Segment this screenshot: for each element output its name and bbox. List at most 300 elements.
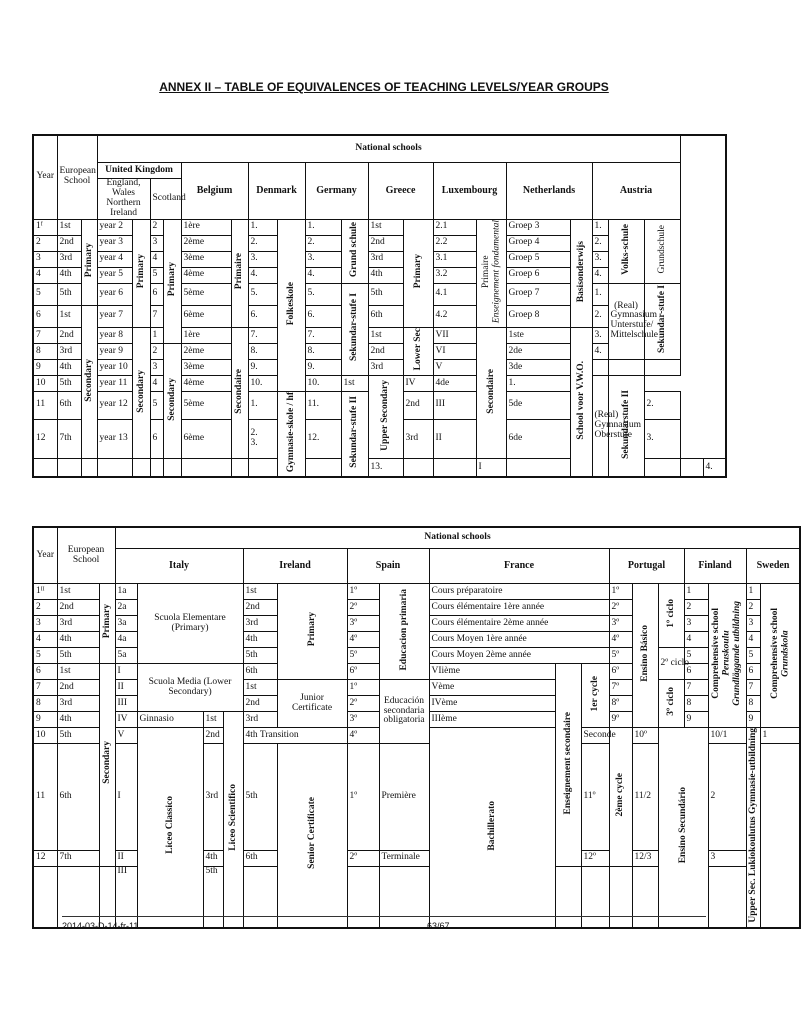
- uk-header: United Kingdom: [97, 163, 181, 179]
- fr-cell: Cours préparatoire: [429, 584, 609, 600]
- eu-cell: 1st: [57, 219, 81, 235]
- de-cell: 13.: [368, 459, 403, 478]
- at-gymnasium-oberstufe: (Real) Gymnasium Oberstufe: [592, 376, 608, 478]
- dk-cell: 4.: [248, 267, 277, 283]
- eu-cell: 5th: [57, 728, 99, 744]
- pt-cell: 2º: [609, 600, 632, 616]
- fi-cell: 6: [684, 664, 708, 680]
- es-cell: 2º: [347, 600, 379, 616]
- eu-cell: 6th: [57, 392, 81, 420]
- blank-cell: [57, 459, 81, 478]
- fi-comprehensive-label: Comprehensive school Peruskoulu Grundläggande utbildning: [708, 584, 746, 728]
- at-cell: 3.: [644, 419, 680, 458]
- pt-secundario-label: Ensino Secundário: [658, 728, 708, 928]
- equivalence-table-2: [32, 526, 801, 929]
- gr-lowersec-label: Lower Sec: [403, 328, 433, 376]
- netherlands-header: Netherlands: [506, 163, 592, 220]
- year-cell: 8: [33, 344, 57, 360]
- blank-cell: [506, 459, 570, 478]
- it-cell: V: [115, 728, 137, 744]
- nl-cell: 4de: [433, 376, 476, 392]
- fi-cell: 3: [684, 616, 708, 632]
- eu-primary-label: Primary: [81, 219, 97, 305]
- gr-cell: 4th: [368, 267, 403, 283]
- fr-cell: IVème: [429, 696, 555, 712]
- eu-cell: 2nd: [57, 680, 99, 696]
- be-cell: 3ème: [181, 360, 231, 376]
- be-cell: 5ème: [181, 283, 231, 305]
- blank-cell: [97, 459, 132, 478]
- es-cell: 2º: [347, 850, 379, 866]
- blank-cell: [680, 459, 703, 478]
- spain-header: Spain: [347, 549, 429, 584]
- dk-cell: 2. 3.: [248, 419, 277, 458]
- year-cell: 1ᶠ: [33, 219, 57, 235]
- se-cell: 2: [708, 744, 746, 851]
- nl-vwo-label: School voor V.W.O.: [570, 328, 592, 478]
- uk-sc-cell: 6: [150, 283, 163, 305]
- gr-cell: 6th: [368, 305, 403, 327]
- uk-ew-cell: year 3: [97, 235, 132, 251]
- national-schools-header: National schools: [115, 527, 800, 549]
- fr-cell: Cours élémentaire 1ère année: [429, 600, 609, 616]
- pt-cell: 3º: [609, 616, 632, 632]
- equivalence-table-1: [32, 134, 727, 478]
- at-cell: 2.: [644, 392, 680, 420]
- es-cell: 4º: [347, 632, 379, 648]
- at-cell: 3.: [592, 251, 608, 267]
- fr-cell: IIIème: [429, 712, 555, 728]
- italy-header: Italy: [115, 549, 243, 584]
- eu-cell: 4th: [57, 632, 99, 648]
- dk-cell: 7.: [248, 328, 277, 344]
- pt-cell: 5º: [609, 648, 632, 664]
- blank-cell: [243, 866, 277, 928]
- eu-cell: 7th: [57, 850, 99, 866]
- year-cell: 8: [33, 696, 57, 712]
- uk-sc-cell: 7: [150, 305, 163, 327]
- fr-cell: Cours Moyen 2ème année: [429, 648, 609, 664]
- at-sek2-label: Sekundarstufe II: [608, 376, 644, 478]
- lu-cell: 3.2: [433, 267, 476, 283]
- lu-cell: IV: [403, 376, 433, 392]
- uk-sc-cell: 4: [150, 251, 163, 267]
- at-cell: 4.: [703, 459, 726, 478]
- it-cell: 2a: [115, 600, 137, 616]
- fr-2eme-cycle-label: 2ème cycle: [609, 728, 632, 867]
- es-edu-secundaria: Educación secondaria obligatoria: [379, 680, 429, 744]
- de-cell: 6.: [305, 305, 341, 327]
- it-cell: 3a: [115, 616, 137, 632]
- blank-cell: [379, 866, 555, 928]
- at-cell: [592, 360, 608, 376]
- blank-cell: [632, 866, 658, 928]
- lu-cell: II: [433, 419, 476, 458]
- blank-cell: [708, 866, 746, 928]
- uk-ew-cell: year 12: [97, 392, 132, 420]
- nl-cell: 3de: [506, 360, 570, 376]
- uk-ew-cell: year 7: [97, 305, 132, 327]
- de-cell: 12.: [305, 419, 341, 458]
- fr-cell: Seconde: [581, 728, 609, 744]
- it-cell: III: [115, 696, 137, 712]
- nl-cell: Groep 3: [506, 219, 570, 235]
- austria-header: Austria: [592, 163, 680, 220]
- lu-primaire-label: Primaire Enseignement fondamental: [476, 219, 506, 327]
- ie-cell: 4th Transition: [243, 728, 347, 744]
- ie-cell: 1st: [243, 584, 277, 600]
- year-cell: 11: [33, 744, 57, 851]
- ireland-header: Ireland: [243, 549, 347, 584]
- year-cell: 7: [33, 328, 57, 344]
- gr-cell: 1st: [368, 328, 403, 344]
- lu-cell: 2.1: [433, 219, 476, 235]
- uk-ew-cell: year 2: [97, 219, 132, 235]
- year-header: Year: [33, 527, 57, 584]
- denmark-header: Denmark: [248, 163, 305, 220]
- dk-cell: 1.: [248, 392, 277, 420]
- uk-sc-cell: 5: [150, 392, 163, 420]
- blank-cell: [555, 866, 581, 928]
- fr-ens-secondaire-label: Enseignement secondaire: [555, 664, 581, 867]
- uk-ew-cell: year 9: [97, 344, 132, 360]
- ie-cell: 5th: [243, 648, 277, 664]
- page-title: ANNEX II – TABLE OF EQUIVALENCES OF TEACHING LEVELS/YEAR GROUPS: [159, 80, 609, 94]
- uk-sc-cell: 1: [150, 328, 163, 344]
- sweden-header: Sweden: [746, 549, 800, 584]
- es-edu-primaria-label: Educacion primaria: [379, 584, 429, 680]
- de-cell: 11.: [305, 392, 341, 420]
- blank-cell: [99, 866, 115, 928]
- year-cell: 2: [33, 600, 57, 616]
- european-school-header: European School: [57, 527, 115, 584]
- blank-cell: [181, 459, 231, 478]
- it-liceo-scientifico-label: Liceo Scientifico: [223, 712, 243, 928]
- eu-cell: 5th: [57, 376, 81, 392]
- lu-cell: III: [433, 392, 476, 420]
- year-cell: 9: [33, 712, 57, 728]
- nl-cell: 6de: [506, 419, 570, 458]
- blank-cell: [33, 459, 57, 478]
- de-sek2-label: Sekundar-stufe II: [341, 392, 368, 478]
- pt-3ciclo-label: 3º ciclo: [658, 680, 684, 728]
- at-sek1-label: Sekundar-stufe I: [644, 283, 680, 359]
- se-cell: 7: [746, 680, 760, 696]
- it-cell: 1st: [203, 712, 223, 728]
- eu-cell: 4th: [57, 267, 81, 283]
- at-volksschule-label: Volks-schule: [608, 219, 644, 283]
- nl-cell: Groep 4: [506, 235, 570, 251]
- blank-cell: [150, 459, 163, 478]
- eu-primary-label: Primary: [99, 584, 115, 664]
- gr-primary-label: Primary: [403, 219, 433, 327]
- ie-cell: 6th: [243, 850, 277, 866]
- lu-cell: I: [476, 459, 506, 478]
- year-header: Year: [33, 135, 57, 219]
- page-footer: [62, 916, 706, 931]
- uk-sc-cell: 3: [150, 360, 163, 376]
- pt-basico-label: Ensino Básico: [632, 584, 658, 728]
- year-cell: 12: [33, 850, 57, 866]
- be-cell: 4ème: [181, 376, 231, 392]
- nl-cell: 5de: [506, 392, 570, 420]
- pt-cell: 9º: [609, 712, 632, 728]
- nl-basisonderwijs-label: Basisonderwijs: [570, 219, 592, 327]
- blank-cell: [644, 459, 680, 478]
- eu-cell: 4th: [57, 712, 99, 728]
- dk-cell: 5.: [248, 283, 277, 305]
- year-cell: 2: [33, 235, 57, 251]
- ie-primary-label: Primary: [277, 584, 347, 680]
- be-secondaire-label: Secondaire: [231, 328, 248, 459]
- lu-secondaire-label: Secondaire: [476, 328, 506, 459]
- fi-cell: 10/1: [708, 728, 746, 744]
- blank-cell: [403, 459, 433, 478]
- nl-cell: Groep 8: [506, 305, 570, 327]
- it-scuola-elementare: Scuola Elementare (Primary): [137, 584, 243, 664]
- be-cell: 1ère: [181, 219, 231, 235]
- de-cell: 1.: [305, 219, 341, 235]
- fi-cell: 5: [684, 648, 708, 664]
- pt-cell: 4º: [609, 632, 632, 648]
- lu-cell: 4.2: [433, 305, 476, 327]
- eu-secondary-label: Secondary: [99, 664, 115, 867]
- se-cell: 1: [746, 584, 760, 600]
- gr-cell: 2nd: [403, 392, 433, 420]
- pt-cell: 1º: [609, 584, 632, 600]
- lu-cell: 2.2: [433, 235, 476, 251]
- germany-header: Germany: [305, 163, 368, 220]
- pt-cell: 7º: [609, 680, 632, 696]
- at-blank-cell: [608, 360, 644, 376]
- ie-cell: 3rd: [243, 712, 277, 728]
- blank-cell: [163, 459, 181, 478]
- eu-cell: 2nd: [57, 328, 81, 344]
- eu-cell: 2nd: [57, 235, 81, 251]
- fr-cell: Cours Moyen 1ère année: [429, 632, 609, 648]
- at-cell: 1.: [592, 283, 608, 305]
- fi-cell: 12/3: [632, 850, 658, 866]
- eu-cell: 1st: [57, 305, 81, 327]
- be-cell: 4ème: [181, 267, 231, 283]
- fr-cell: Cours élémentaire 2ème année: [429, 616, 609, 632]
- es-cell: 3º: [347, 712, 379, 728]
- uk-ew-secondary-label: Secondary: [132, 328, 150, 459]
- be-cell: 2ème: [181, 344, 231, 360]
- eu-cell: 3rd: [57, 251, 81, 267]
- blank-cell: [609, 866, 632, 928]
- year-cell: 9: [33, 360, 57, 376]
- be-cell: 2ème: [181, 235, 231, 251]
- finland-header: Finland: [684, 549, 746, 584]
- it-ginnasio: Ginnasio: [137, 712, 203, 728]
- eu-secondary-label: Secondary: [81, 305, 97, 458]
- be-primaire-label: Primaire: [231, 219, 248, 327]
- it-cell: I: [115, 744, 137, 851]
- de-cell: 8.: [305, 344, 341, 360]
- it-cell: III: [115, 866, 137, 928]
- lu-cell: VII: [433, 328, 476, 344]
- blank-cell: [305, 459, 341, 478]
- year-cell: 6: [33, 305, 57, 327]
- greece-header: Greece: [368, 163, 433, 220]
- nl-cell: Groep 5: [506, 251, 570, 267]
- eu-cell: 3rd: [57, 344, 81, 360]
- ie-cell: 1st: [243, 680, 277, 696]
- national-schools-header: National schools: [97, 135, 680, 163]
- fi-cell: 2: [684, 600, 708, 616]
- at-cell: 2.: [592, 305, 608, 327]
- pt-2ciclo-label: 2º ciclo: [658, 648, 684, 680]
- uk-sc-secondary-label: Secondary: [163, 344, 181, 459]
- gr-cell: 2nd: [368, 235, 403, 251]
- it-cell: 3rd: [203, 744, 223, 851]
- blank-cell: [132, 459, 150, 478]
- uk-ew-cell: year 8: [97, 328, 132, 344]
- gr-cell: 3rd: [403, 419, 433, 458]
- it-cell: IV: [115, 712, 137, 728]
- year-cell: 3: [33, 251, 57, 267]
- dk-cell: 1.: [248, 219, 277, 235]
- european-school-header: European School: [57, 135, 97, 219]
- pt-cell: 6º: [609, 664, 632, 680]
- eu-cell: 1st: [57, 664, 99, 680]
- de-cell: 4.: [305, 267, 341, 283]
- dk-cell: 2.: [248, 235, 277, 251]
- blank-cell: [33, 866, 57, 928]
- uk-ew-cell: year 6: [97, 283, 132, 305]
- year-cell: 5: [33, 283, 57, 305]
- at-grundschule-label: Grundschule: [644, 219, 680, 283]
- ie-cell: 2nd: [243, 696, 277, 712]
- dk-folkeskole-label: Folkeskole: [277, 219, 305, 391]
- es-cell: 2º: [347, 696, 379, 712]
- at-gymnasium-unterstufe: (Real) Gymnasium Unterstufe/ Mittelschule: [608, 283, 644, 359]
- lu-cell: VI: [433, 344, 476, 360]
- uk-sc-cell: 2: [150, 344, 163, 360]
- dk-cell: 6.: [248, 305, 277, 327]
- nl-cell: Groep 6: [506, 267, 570, 283]
- fi-cell: 1: [684, 584, 708, 600]
- ie-senior-certificate-label: Senior Certificate: [277, 744, 347, 928]
- year-cell: 10: [33, 728, 57, 744]
- year-cell: 6: [33, 664, 57, 680]
- lu-cell: 4.1: [433, 283, 476, 305]
- at-cell: 4.: [592, 344, 608, 360]
- se-cell: 6: [746, 664, 760, 680]
- de-cell: 9.: [305, 360, 341, 376]
- de-cell: 3.: [305, 251, 341, 267]
- de-cell: 10.: [305, 376, 341, 392]
- lu-cell: V: [433, 360, 476, 376]
- at-cell: 4.: [592, 267, 608, 283]
- dk-cell: 3.: [248, 251, 277, 267]
- uk-ew-cell: year 4: [97, 251, 132, 267]
- it-cell: 5a: [115, 648, 137, 664]
- blank-cell: [248, 459, 277, 478]
- be-cell: 6ème: [181, 305, 231, 327]
- year-cell: 4: [33, 632, 57, 648]
- year-cell: 4: [33, 267, 57, 283]
- gr-cell: 2nd: [368, 344, 403, 360]
- eu-cell: 5th: [57, 648, 99, 664]
- france-header: France: [429, 549, 609, 584]
- blank-cell: [581, 866, 609, 928]
- pt-cell: 12º: [581, 850, 609, 866]
- it-cell: 1a: [115, 584, 137, 600]
- fi-cell: 11/2: [632, 744, 658, 851]
- uk-sc-cell: 5: [150, 267, 163, 283]
- be-cell: 1ère: [181, 328, 231, 344]
- uk-ew-cell: year 11: [97, 376, 132, 392]
- blank-cell: [81, 459, 97, 478]
- uk-ew-primary-label: Primary: [132, 219, 150, 327]
- dk-cell: 8.: [248, 344, 277, 360]
- se-cell: 2: [746, 600, 760, 616]
- es-cell: 4º: [347, 728, 379, 744]
- luxembourg-header: Luxembourg: [433, 163, 506, 220]
- year-cell: 12: [33, 419, 57, 458]
- page-number: 63/67: [427, 921, 450, 931]
- gr-cell: 1st: [341, 376, 368, 392]
- de-cell: 2.: [305, 235, 341, 251]
- es-cell: 1º: [347, 680, 379, 696]
- year-cell: 3: [33, 616, 57, 632]
- at-cell: 1.: [592, 219, 608, 235]
- es-bachillerato-label: Bachillerato: [429, 728, 555, 928]
- pt-cell: 10º: [632, 728, 658, 744]
- es-cell: 5º: [347, 648, 379, 664]
- uk-sc-primary-label: Primary: [163, 219, 181, 343]
- se-cell: 4: [746, 632, 760, 648]
- uk-ew-cell: year 10: [97, 360, 132, 376]
- gr-cell: 3rd: [368, 360, 403, 376]
- portugal-header: Portugal: [609, 549, 684, 584]
- se-cell: 5: [746, 648, 760, 664]
- year-cell: 11: [33, 392, 57, 420]
- year-cell: 10: [33, 376, 57, 392]
- eu-cell: 7th: [57, 419, 81, 458]
- at-cell: 3.: [592, 328, 608, 344]
- eu-cell: 3rd: [57, 696, 99, 712]
- de-cell: 7.: [305, 328, 341, 344]
- es-cell: 6º: [347, 664, 379, 680]
- es-cell: 1º: [347, 584, 379, 600]
- uk-scotland-header: Scotland: [150, 179, 181, 220]
- gr-cell: 1st: [368, 219, 403, 235]
- be-cell: 6ème: [181, 419, 231, 458]
- uk-ew-cell: year 5: [97, 267, 132, 283]
- it-cell: 4th: [203, 850, 223, 866]
- blank-cell: [433, 459, 476, 478]
- gr-cell: 5th: [368, 283, 403, 305]
- ie-cell: 3rd: [243, 616, 277, 632]
- be-cell: 5ème: [181, 392, 231, 420]
- nl-cell: 1ste: [506, 328, 570, 344]
- be-cell: 3ème: [181, 251, 231, 267]
- dk-gymnasie-label: Gymnasie-skole / hf: [277, 392, 305, 478]
- ie-junior-certificate: Junior Certificate: [277, 680, 347, 728]
- uk-ew-cell: year 13: [97, 419, 132, 458]
- se-cell: 3: [746, 616, 760, 632]
- eu-cell: 3rd: [57, 616, 99, 632]
- blank-cell: [231, 459, 248, 478]
- fr-1er-cycle-label: 1er cycle: [581, 664, 609, 728]
- at-cell: 1.: [506, 376, 570, 392]
- eu-cell: 1st: [57, 584, 99, 600]
- se-cell: 3: [708, 850, 746, 866]
- es-cell: 1º: [347, 744, 379, 851]
